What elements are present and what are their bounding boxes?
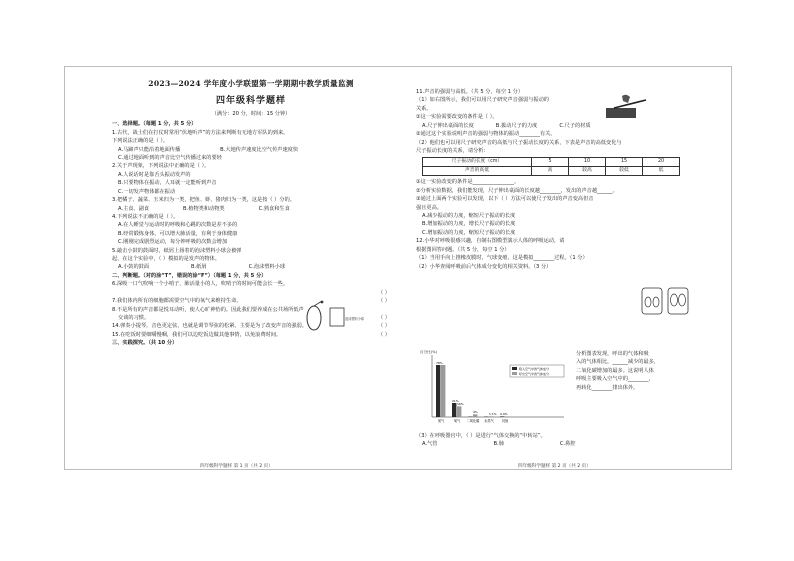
exam-title: 2023—2024 学年度小学联盟第一学期期中教学质量监测 [148,79,354,88]
balloon-icon [671,294,678,306]
drum-icon [307,306,321,330]
q8-answer-box[interactable]: （ ） [377,315,390,321]
q12-option-a[interactable]: A.气管 [422,441,438,448]
left-footer: 四年级科学题样 第 1 页（共 2 页） [200,464,273,469]
drum-experiment-image [300,300,365,334]
q12-3-block [416,432,706,449]
table-cell: 较低 [606,167,643,176]
analysis-text: 入的气体相比，______减少的最多， [576,359,660,366]
analysis-text: 分析图表发现，呼出的气体和吸 [576,351,649,357]
q5-option-b[interactable]: B.纸屑 [191,264,207,271]
hand-icon [622,95,630,103]
q5-text: 5.敲击小鼓的鼓面时，纸屑上扬着的泡沫塑料小球会被弹 [112,247,242,254]
q11-2-option-b[interactable]: B.增加振动的力度，增长尺子振动的长度 [422,221,516,228]
q12-title: 12.小华对呼吸很感兴趣，自制右图模型演示人体的呼吸运动，请 [416,238,565,245]
lung-model-image [640,282,692,318]
q15-answer-box[interactable]: （ ） [377,331,390,338]
category-label: 氮气 [437,419,445,423]
q1-text: 1.古代，战士们在打仗时常用“伏地听声”的方法来判断有无地方军队的到来。 [112,129,289,136]
q3-option-c[interactable]: C.熟食和生食 [258,205,290,212]
chart-bar [500,416,504,417]
table-cell: 较高 [569,167,606,176]
q11-option-c[interactable]: C.尺子的材质 [559,122,591,129]
category-label: 氧气 [453,419,461,423]
table-cell: 10 [569,158,606,167]
right-column [416,88,706,271]
q12-2: （2）小华查阅呼吸前后气体成分变化的相关资料。（3 分） [416,263,552,270]
category-label: 二氧化碳 [466,419,480,423]
balloon-icon [679,294,686,306]
table-cell: 20 [643,158,680,167]
q11-2-option-c[interactable]: C.增加振动的力度，缩短尺子振动的长度 [422,229,516,236]
q3-option-a[interactable]: A.主食、副食 [118,205,150,212]
legend-item: 吸入空气中的气体成分 [519,366,550,371]
chart-bar [457,406,461,417]
analysis-text: 再转化________排出体外。 [576,384,639,391]
table-cell: 5 [532,158,569,167]
data-label: 1.1% [489,412,497,417]
exam-subtitle: 四年级科学题样 [215,96,286,107]
category-label: 其他 [501,419,509,423]
q5-option-a[interactable]: A.小鼓的鼓面 [118,264,150,271]
q11-2-q1: ①这一实验改变的条件是________________。 [416,179,520,186]
chart-bar [452,403,456,417]
data-label: 4% [473,410,478,415]
table-icon [606,108,636,118]
q11-2-text-2: 尺子振动长度的关系，请分析： [416,147,489,154]
data-label: 0.9% [500,412,508,417]
bar-group [436,361,509,417]
q11-option-a[interactable]: A.尺子伸出桌面的长度 [422,122,474,129]
section-1-title: 一、选择题。（每题 1 分，共 5 分） [112,121,197,128]
stand-icon [330,308,344,326]
ruler-table [422,157,680,176]
q1-option-a[interactable]: A.马蹄声只能沿着地面传播 [118,146,181,153]
q8-text: 8.不是所有的声音都是悦耳动听，使人心旷神怡的。因此我们要养成在公共场所低声 [112,306,304,313]
foam-ball-icon [321,301,324,304]
legend-swatch [512,367,517,370]
q14-text: 14.弹奏小提琴，音色更定弦，也就是调节琴弦的松紧，主要是为了改变声音的强弱。 [112,323,308,330]
balloon-icon [645,297,651,307]
q4-text: 4.下列说法不正确的是（ ）。 [112,213,179,220]
chart-bar [441,365,445,417]
q2-text: 2.关于声现象，下列说法中正确的是（ ）。 [112,163,210,170]
q11-2-text: （2）他们也可以用尺子研究声音的高低与尺子振动长度的关系，下表是声音的高低变化与 [416,139,622,146]
gas-composition-chart [418,345,568,427]
table-row [423,158,680,167]
q11-option-b[interactable]: B.拨动尺子的力度 [495,122,538,129]
chart-bar [505,416,509,417]
q3-option-b[interactable]: B.植物类和动物类 [183,205,225,212]
table-cell: 低 [643,167,680,176]
data-label: 21% [452,398,459,403]
q6-text: 6.深吸一口气吹响一个小哨子，肺活量小的人，吹哨子的时间可能会长一些。 [112,281,289,288]
balloon-icon [653,297,659,307]
table-row [423,167,680,176]
chart-legend [510,365,564,377]
q12-1: （1）当用手向上推橡皮膜时，气球变瘪，这是模拟________过程。（1 分） [416,255,588,262]
q11-2-q2: ②分析实验数据，我们能发现，尺子伸出桌面的长度越________，发出的声音越______。 [416,187,618,194]
q1-option-c[interactable]: C.通过地面听到的声音比空气传播过来的要轻 [118,154,222,161]
q1-text-2: 下列说法正确的是（ ）。 [112,138,169,145]
q2-option-b[interactable]: B.只要物体在振动，人耳就一定能听到声音 [118,180,217,187]
q4-option-c[interactable]: C.刚刚完成剧烈运动，每分钟呼吸的次数会增加 [118,239,228,246]
chart-bar [473,414,477,417]
ruler-icon [614,100,646,108]
q4-option-b[interactable]: B.经常锻炼身体，可以增大肺活量，有利于身体健康 [118,230,238,237]
q12-title-2: 根据图回答问题。（共 5 分，每空 1 分） [416,246,510,253]
analysis-text: 二氧化碳增加的最多。这说明人体 [576,367,654,374]
q8-text-2: 交谈的习惯。 [118,315,150,321]
q12-option-c[interactable]: C.鼻腔 [559,441,576,448]
q1-option-b[interactable]: B.大地传声速度比空气传声速度快 [220,146,299,153]
q15-text: 15.在吃饭时要细嚼慢咽，我们可以边吃饭边做其他事情，以免浪费时间。 [112,331,282,338]
section-2-title: 二、判断题。（对的涂“T”，错误的涂“F”）（每题 1 分，共 5 分） [112,272,267,279]
table-cell: 15 [606,158,643,167]
table-cell: 高 [532,167,569,176]
right-footer: 四年级科学题样 第 2 页（共 2 页） [518,464,591,469]
q11-1-q1: ①这一实验需要改变的条件是（ ）。 [416,114,498,121]
chart-bar [436,365,440,417]
q5-option-c[interactable]: C.泡沫塑料小球 [248,264,286,271]
q11-2-option-a[interactable]: A.减少振动的力度，缩短尺子振动的长度 [422,213,516,220]
analysis-text: 呼吸主要吸入空气中的________， [576,376,654,383]
q11-2-q3: ③通过上面两个实验可以发现，以下（ ）方法可以使尺子发出的声音变高但音 [416,196,594,203]
bottle-icon [668,288,688,314]
data-label: 78% [436,360,443,365]
category-label: 水蒸气 [484,419,494,423]
table-header: 尺子振动的长度（cm） [423,158,532,167]
q2-option-c[interactable]: C.一切发声物体都在振动 [118,188,176,195]
chart-ylabel: 百分比(%) [420,350,437,354]
chart-bar [489,416,493,417]
q11-title: 11.声音的强弱与高低。（共 5 分，每空 1 分） [416,89,524,95]
section-3-title: 三、实践探究。（共 10 分） [112,340,178,347]
q5-text-2: 起，在这个实验中，（ ）模拟的是发声的物体。 [112,256,220,263]
chart-analysis [576,350,706,392]
q4-option-a[interactable]: A.在人睡觉与运动时的呼吸和心跳的次数是差不多的 [118,222,238,229]
q7-answer-box[interactable]: （ ） [377,298,390,305]
q12-option-b[interactable]: B.肺 [493,441,504,448]
q14-answer-box[interactable]: （ ） [377,323,390,330]
data-label: 16% [457,402,464,407]
legend-item: 呼出空气中的气体成分 [519,371,550,376]
q12-3: （3）在呼吸器官中，（ ）是进行“气体交换的“中转站”。 [416,433,546,439]
category-labels [438,418,509,423]
q2-option-a[interactable]: A.人说话时是靠舌头振动发声的 [118,171,191,178]
q11-1-text: （1）如右图所示，我们可以用尺子研究声音强弱与振动的 [416,97,549,104]
exam-note: （满分：20 分，时间：15 分钟） [211,110,291,117]
q6-answer-box[interactable]: （ ） [377,289,390,296]
q3-text: 3.把橘子、蔬菜、玉米归为一类，把鱼、虾、猪肉归为一类，这是按（ ）分的。 [112,197,295,204]
table-header: 声音的高低 [423,167,532,176]
q7-text: 7.我们体内所有的细胞都需要空气中的氧气来维持生命。 [112,298,242,305]
ruler-experiment-image [604,92,648,124]
q11-1-text-2: 关系。 [416,105,432,112]
legend-swatch [512,372,517,375]
q11-1-q2: ②通过这个实验说明声音的强弱与物体的振动________有关。 [416,131,556,138]
q11-2-q3-2: 强且更高。 [416,204,442,211]
image-label: 泡沫塑料小球 [345,317,365,321]
